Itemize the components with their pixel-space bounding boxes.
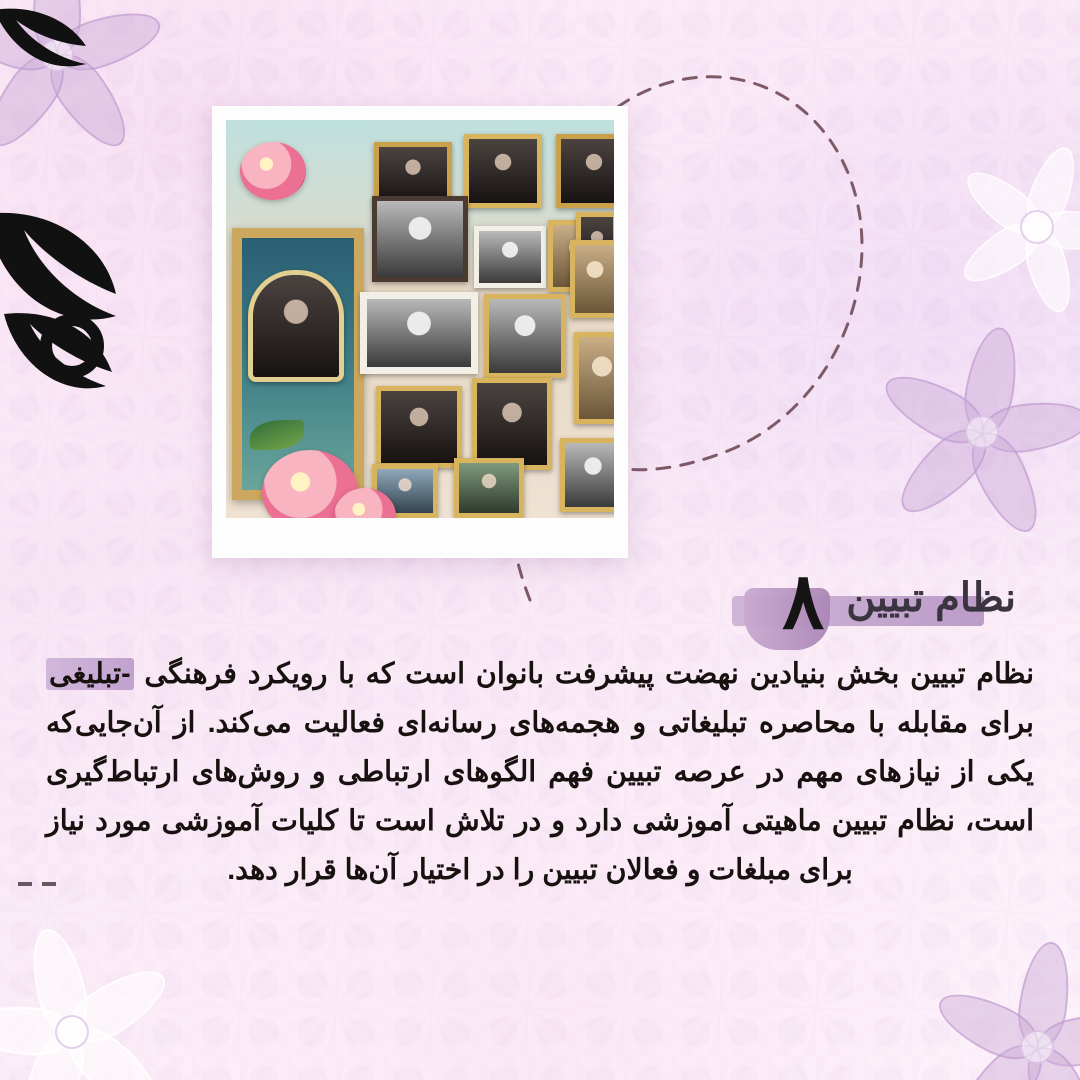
section-number: ۸ [782,557,825,645]
body-part-1: نظام تبیین بخش بنیادین نهضت پیشرفت بانوان است که با رویکرد فرهنگی [144,658,1034,690]
flower-icon-bottom-right [910,920,1080,1080]
table-row [372,196,468,282]
section-heading [782,557,1026,645]
peony-flower-icon-top [240,142,306,200]
table-row [472,378,552,470]
flower-icon-right [850,300,1080,560]
body-highlight: -تبلیغی [46,658,134,690]
table-row [574,332,614,424]
table-row [556,134,614,208]
table-row [570,240,614,318]
photo-card [212,106,628,558]
table-row [360,292,478,374]
page-title: نظام تبیین [846,576,1016,621]
collage-image [226,120,614,518]
body-paragraph [46,650,1034,895]
table-row [474,226,546,288]
flower-icon-top-right [930,120,1080,330]
dashed-accent [18,882,64,886]
body-part-2: برای مقابله با محاصره تبلیغاتی و هجمه‌های رسانه‌ای فعالیت می‌کند. از آن‌جایی‌که یکی از نیازهای مهم در عرصه تبیین فهم الگوهای ارتباطی و روش‌های ارتباط‌گیری است، نظام تبیین ماهیتی آموزشی دارد و در تلاش است تا کلیات آموزشی مورد نیاز برای مبلغات و فعالان تبیین را در اختیار آن‌ها قرار دهد. [46,707,1034,887]
flower-icon-bottom-left [0,900,200,1080]
table-row [454,458,524,518]
table-row [464,134,542,208]
table-row [248,270,344,382]
table-row [484,294,566,378]
leaf-ornament-icon-left [0,196,156,406]
leaf-ornament-icon-top [0,0,110,120]
flower-icon-top-left [0,0,180,178]
table-row [560,438,614,512]
table-row [376,386,462,468]
